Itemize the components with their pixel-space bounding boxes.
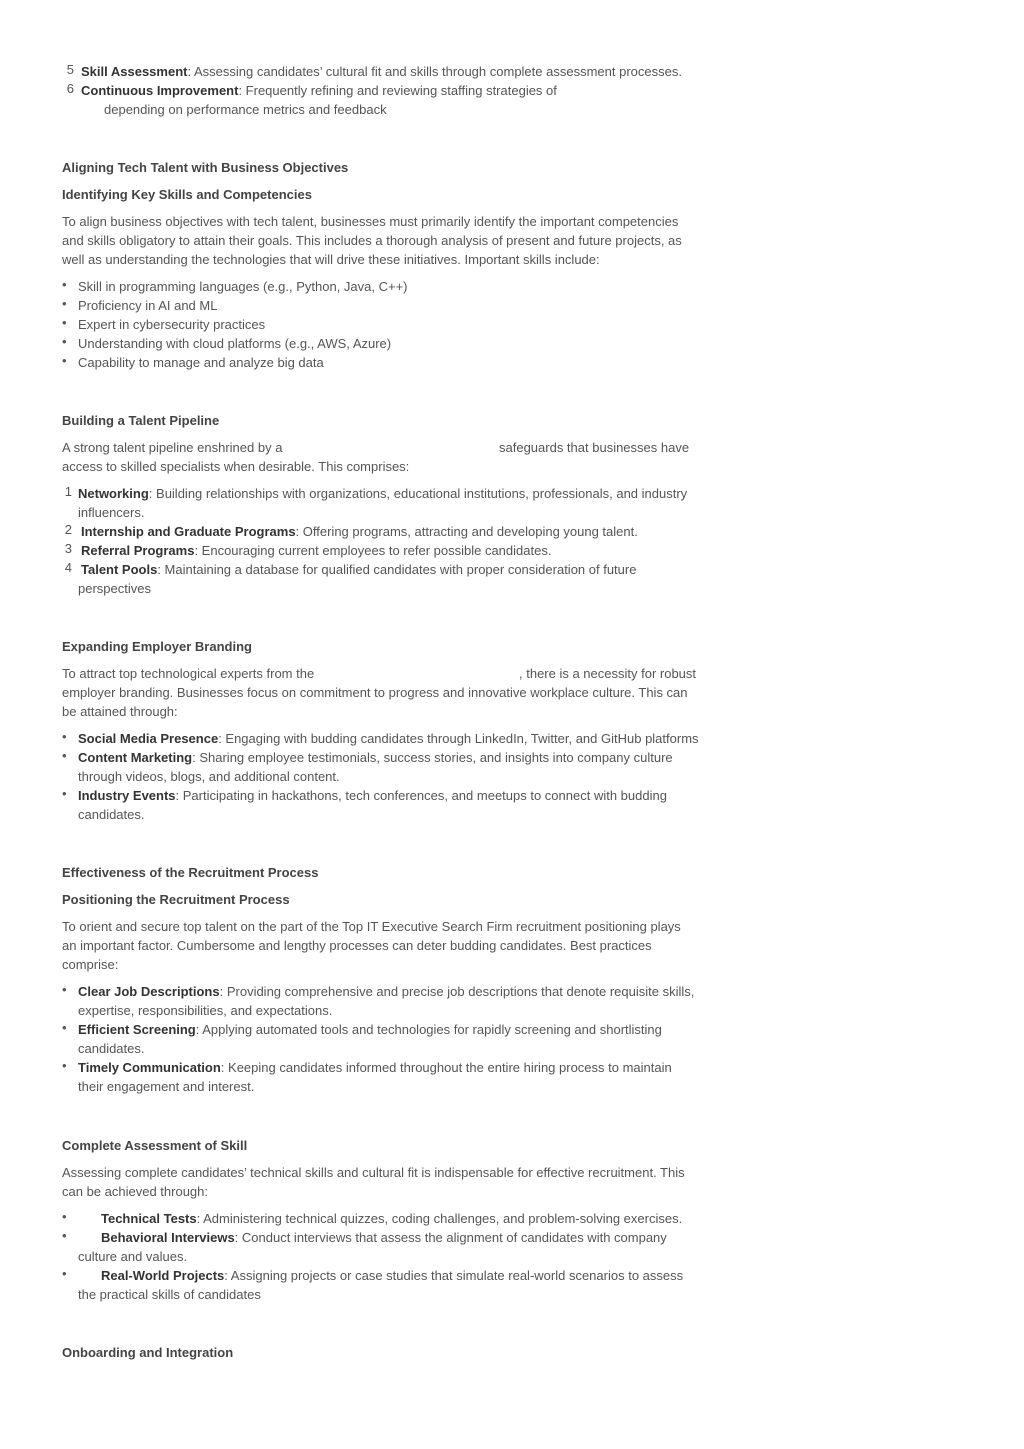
bullet-icon: • <box>62 296 67 311</box>
bullet-icon: • <box>62 353 67 368</box>
item-term: Referral Programs <box>81 543 195 558</box>
paragraph-line: can be achieved through: <box>62 1184 208 1199</box>
bullet-item-continuation: the practical skills of candidates <box>78 1287 261 1302</box>
list-item <box>81 62 682 81</box>
item-text: : Offering programs, attracting and developing young talent. <box>295 524 638 539</box>
list-item <box>81 560 636 579</box>
section-subheading: Positioning the Recruitment Process <box>62 892 290 907</box>
item-text: : Conduct interviews that assess the alignment of candidates with company <box>234 1230 667 1245</box>
paragraph-line: and skills obligatory to attain their goals. This includes a thorough analysis of present and future projects, as <box>62 233 682 248</box>
item-text: : Sharing employee testimonials, success stories, and insights into company culture <box>192 750 673 765</box>
item-term: Skill Assessment <box>81 64 188 79</box>
list-number: 5 <box>66 62 74 77</box>
list-item <box>81 541 551 560</box>
item-term: Behavioral Interviews <box>101 1230 235 1245</box>
list-item <box>78 484 687 503</box>
list-item-continuation: perspectives <box>78 581 151 596</box>
bullet-item: Skill in programming languages (e.g., Python, Java, C++) <box>78 279 408 294</box>
bullet-item: Expert in cybersecurity practices <box>78 317 266 332</box>
item-term: Social Media Presence <box>78 731 219 746</box>
bullet-item <box>78 1058 672 1077</box>
bullet-item: Understanding with cloud platforms (e.g., AWS, Azure) <box>78 336 392 351</box>
list-item <box>81 81 557 100</box>
bullet-item-continuation: candidates. <box>78 807 145 822</box>
bullet-icon: • <box>62 982 67 997</box>
bullet-item: Proficiency in AI and ML <box>78 298 218 313</box>
paragraph-line: To orient and secure top talent on the part of the Top IT Executive Search Firm recruitment positioning plays <box>62 919 681 934</box>
list-number: 6 <box>66 81 74 96</box>
item-text: : Providing comprehensive and precise job descriptions that denote requisite skills, <box>219 984 695 999</box>
item-term: Real-World Projects <box>101 1268 225 1283</box>
list-number: 2 <box>64 522 72 537</box>
item-text: : Building relationships with organizations, educational institutions, professionals, and industry <box>148 486 688 501</box>
bullet-icon: • <box>62 1058 67 1073</box>
bullet-icon: • <box>62 748 67 763</box>
bullet-icon: • <box>62 334 67 349</box>
paragraph-line: safeguards that businesses have <box>499 440 690 455</box>
bullet-icon: • <box>62 1020 67 1035</box>
bullet-item <box>78 1020 662 1039</box>
paragraph-line: To align business objectives with tech talent, businesses must primarily identify the important competencies <box>62 214 679 229</box>
item-text: : Keeping candidates informed throughout the entire hiring process to maintain <box>220 1060 672 1075</box>
paragraph-line: comprise: <box>62 957 119 972</box>
item-text: : Engaging with budding candidates through LinkedIn, Twitter, and GitHub platforms <box>218 731 699 746</box>
bullet-icon: • <box>62 786 67 801</box>
list-item <box>81 522 638 541</box>
item-term: Clear Job Descriptions <box>78 984 220 999</box>
paragraph-line: A strong talent pipeline enshrined by a <box>62 440 283 455</box>
bullet-icon: • <box>62 315 67 330</box>
paragraph-line: access to skilled specialists when desirable. This comprises: <box>62 459 410 474</box>
bullet-icon: • <box>62 729 67 744</box>
bullet-icon: • <box>62 277 67 292</box>
item-term: Continuous Improvement <box>81 83 239 98</box>
bullet-item-continuation: their engagement and interest. <box>78 1079 255 1094</box>
bullet-item-continuation: candidates. <box>78 1041 145 1056</box>
bullet-item-continuation: through videos, blogs, and additional content. <box>78 769 340 784</box>
paragraph-line: well as understanding the technologies that will drive these initiatives. Important skills include: <box>62 252 600 267</box>
bullet-item <box>78 729 699 748</box>
section-heading: Expanding Employer Branding <box>62 639 252 654</box>
item-text: : Administering technical quizzes, coding challenges, and problem-solving exercises. <box>196 1211 683 1226</box>
bullet-item <box>101 1209 682 1228</box>
section-heading: Aligning Tech Talent with Business Objectives <box>62 160 349 175</box>
paragraph-line: To attract top technological experts from the <box>62 666 315 681</box>
list-number: 4 <box>64 560 72 575</box>
section-heading: Effectiveness of the Recruitment Process <box>62 865 319 880</box>
item-text: : Assessing candidates’ cultural fit and skills through complete assessment processes. <box>187 64 682 79</box>
item-text: : Frequently refining and reviewing staffing strategies of <box>238 83 557 98</box>
paragraph-line: Assessing complete candidates’ technical skills and cultural fit is indispensable for effective recruitment. This <box>62 1165 685 1180</box>
bullet-item-continuation: expertise, responsibilities, and expectations. <box>78 1003 333 1018</box>
paragraph-line: employer branding. Businesses focus on commitment to progress and innovative workplace culture. This can <box>62 685 688 700</box>
section-heading: Onboarding and Integration <box>62 1345 234 1360</box>
paragraph-line: , there is a necessity for robust <box>519 666 697 681</box>
list-item-continuation: influencers. <box>78 505 145 520</box>
bullet-icon: • <box>62 1228 67 1243</box>
list-number: 3 <box>64 541 72 556</box>
section-subheading: Identifying Key Skills and Competencies <box>62 187 312 202</box>
bullet-item-continuation: culture and values. <box>78 1249 188 1264</box>
item-text: : Maintaining a database for qualified candidates with proper consideration of future <box>157 562 637 577</box>
bullet-icon: • <box>62 1266 67 1281</box>
bullet-icon: • <box>62 1209 67 1224</box>
paragraph-line: an important factor. Cumbersome and lengthy processes can deter budding candidates. Best practices <box>62 938 652 953</box>
item-term: Content Marketing <box>78 750 193 765</box>
item-term: Timely Communication <box>78 1060 221 1075</box>
section-heading: Building a Talent Pipeline <box>62 413 220 428</box>
bullet-item <box>78 786 667 805</box>
item-term: Networking <box>78 486 149 501</box>
section-heading: Complete Assessment of Skill <box>62 1138 248 1153</box>
item-text: : Applying automated tools and technologies for rapidly screening and shortlisting <box>195 1022 662 1037</box>
list-item-continuation: depending on performance metrics and feedback <box>104 102 387 117</box>
bullet-item <box>101 1266 683 1285</box>
item-text: : Assigning projects or case studies that simulate real-world scenarios to assess <box>224 1268 684 1283</box>
bullet-item <box>78 982 694 1001</box>
list-number: 1 <box>64 484 72 499</box>
item-term: Industry Events <box>78 788 176 803</box>
item-term: Talent Pools <box>81 562 158 577</box>
bullet-item: Capability to manage and analyze big data <box>78 355 324 370</box>
item-term: Efficient Screening <box>78 1022 196 1037</box>
bullet-item <box>78 748 673 767</box>
paragraph-line: be attained through: <box>62 704 178 719</box>
bullet-item <box>101 1228 667 1247</box>
item-term: Internship and Graduate Programs <box>81 524 296 539</box>
item-term: Technical Tests <box>101 1211 197 1226</box>
item-text: : Participating in hackathons, tech conferences, and meetups to connect with budding <box>175 788 667 803</box>
item-text: : Encouraging current employees to refer possible candidates. <box>194 543 552 558</box>
